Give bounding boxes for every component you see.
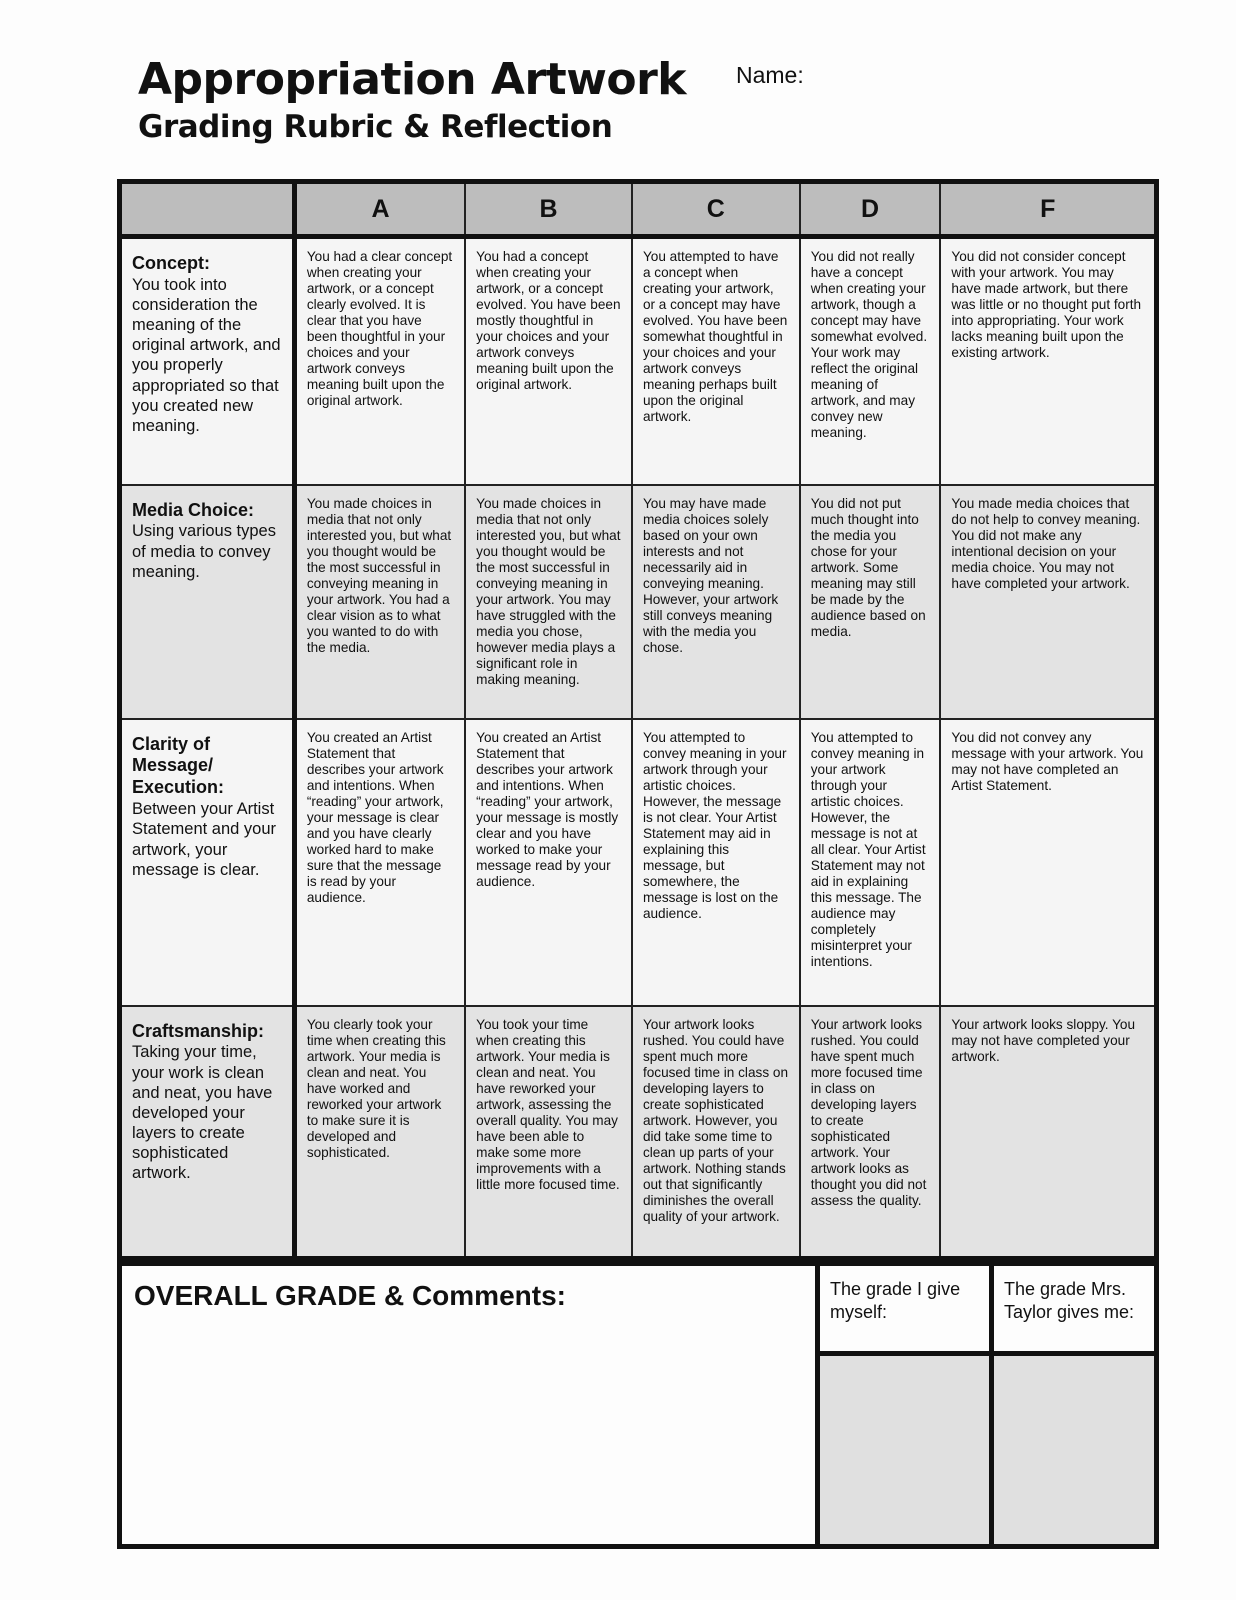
rubric-cell-b: You had a concept when creating your artwork, or a concept evolved. You have been mostly thoughtful in your choices and your artwork conveys meaning built upon the original artwork. [465,237,632,485]
rubric-cell-a: You created an Artist Statement that describes your artwork and intentions. When “reading” your artwork, your message is clear and you have clearly worked hard to make sure that the message is read by your audience. [294,719,465,1006]
rubric-cell-f: Your artwork looks sloppy. You may not have completed your artwork. [940,1006,1156,1259]
criterion-name: Craftsmanship: [132,1020,265,1041]
teacher-grade-label: The grade Mrs. Taylor gives me: [994,1266,1154,1356]
grade-header-a: A [294,182,465,237]
criterion-cell [120,237,295,485]
grade-header-d: D [800,182,941,237]
rubric-table [117,179,1159,1261]
self-grade-label: The grade I give myself: [820,1266,989,1356]
criterion-name: Concept: [132,253,210,273]
rubric-cell-c: You attempted to convey meaning in your artwork through your artistic choices. However, the message is not clear. Your Artist Statement may aid in explaining this message, but somewhere, the message is lost on the audience. [632,719,800,1006]
page-subtitle: Grading Rubric & Reflection [138,109,613,145]
criterion-description: Using various types of media to convey meaning. [132,522,276,581]
criterion-cell [120,1006,295,1259]
grade-header-b: B [465,182,632,237]
name-label: Name: [736,62,804,88]
summary-section [117,1261,1159,1549]
rubric-cell-c: You may have made media choices solely based on your own interests and not necessarily aid in conveying meaning. However, your artwork still conveys meaning with the media you chose. [632,485,800,719]
teacher-grade-field[interactable] [994,1356,1154,1544]
teacher-grade-box [994,1266,1154,1544]
grade-header-f: F [940,182,1156,237]
rubric-cell-c: You attempted to have a concept when creating your artwork, or a concept may have evolved. You have been somewhat thoughtful in your choices and your artwork conveys meaning perhaps built upon the original artwork. [632,237,800,485]
rubric-cell-d: You attempted to convey meaning in your artwork through your artistic choices. However, the message is not at all clear. Your Artist Statement may not aid in explaining this message. The audience may completely misinterpret your intentions. [800,719,941,1006]
criterion-description: Between your Artist Statement and your artwork, your message is clear. [132,800,277,879]
criterion-cell [120,719,295,1006]
criterion-cell [120,485,295,719]
criterion-description: You took into consideration the meaning of the original artwork, and you properly appropriated so that you created new meaning. [132,275,281,435]
rubric-cell-a: You had a clear concept when creating your artwork, or a concept clearly evolved. It is clear that you have been thoughtful in your choices and your artwork conveys meaning built upon the original artwork. [294,237,465,485]
criterion-name: Media Choice: [132,499,255,520]
criterion-row-media-choice [120,485,1157,719]
rubric-cell-f: You made media choices that do not help to convey meaning. You did not make any intentional decision on your media choice. You may not have completed your artwork. [940,485,1156,719]
rubric-cell-d: You did not put much thought into the media you chose for your artwork. Some meaning may still be made by the audience based on media. [800,485,941,719]
rubric-cell-f: You did not consider concept with your artwork. You may have made artwork, but there was little or no thought put forth into appropriating. Your work lacks meaning built upon the existing artwork. [940,237,1156,485]
rubric-cell-f: You did not convey any message with your artwork. You may not have completed an Artist Statement. [940,719,1156,1006]
grade-header-c: C [632,182,800,237]
rubric-cell-a: You clearly took your time when creating this artwork. Your media is clean and neat. You have worked and reworked your artwork to make sure it is developed and sophisticated. [294,1006,465,1259]
rubric-cell-d: You did not really have a concept when creating your artwork, though a concept may have somewhat evolved. Your work may reflect the original meaning of artwork, and may convey new meaning. [800,237,941,485]
rubric-cell-c: Your artwork looks rushed. You could have spent much more focused time in class on developing layers to create sophisticated artwork. However, you did take some time to clean up parts of your artwork. Nothing stands out that significantly diminishes the overall quality of your artwork. [632,1006,800,1259]
grade-header-row [120,182,1157,237]
rubric-cell-d: Your artwork looks rushed. You could have spent much more focused time in class on developing layers to create sophisticated artwork. Your artwork looks as thought you did not assess the quality. [800,1006,941,1259]
self-grade-field[interactable] [820,1356,989,1544]
overall-grade-label: OVERALL GRADE & Comments: [134,1280,566,1311]
criterion-row-clarity [120,719,1157,1006]
criterion-row-craftsmanship [120,1006,1157,1259]
header-corner [120,182,295,237]
rubric-cell-b: You took your time when creating this artwork. Your media is clean and neat. You have reworked your artwork, assessing the overall quality. You may have been able to make some more improvements with a little more focused time. [465,1006,632,1259]
criterion-name: Clarity of Message/ Execution: [132,733,225,798]
page-title: Appropriation Artwork [138,54,687,105]
overall-grade-comments-box[interactable] [122,1266,820,1544]
criterion-description: Taking your time, your work is clean and neat, you have developed your layers to create sophisticated artwork. [132,1043,273,1183]
rubric-cell-b: You created an Artist Statement that describes your artwork and intentions. When “reading” your artwork, your message is mostly clear and you have worked to make your message read by your audience. [465,719,632,1006]
rubric-cell-a: You made choices in media that not only interested you, but what you thought would be the most successful in conveying meaning in your artwork. You had a clear vision as to what you wanted to do with the media. [294,485,465,719]
criterion-row-concept [120,237,1157,485]
rubric-cell-b: You made choices in media that not only interested you, but what you thought would be the most successful in conveying meaning in your artwork. You may have struggled with the media you chose, however media plays a significant role in making meaning. [465,485,632,719]
self-grade-box [820,1266,994,1544]
